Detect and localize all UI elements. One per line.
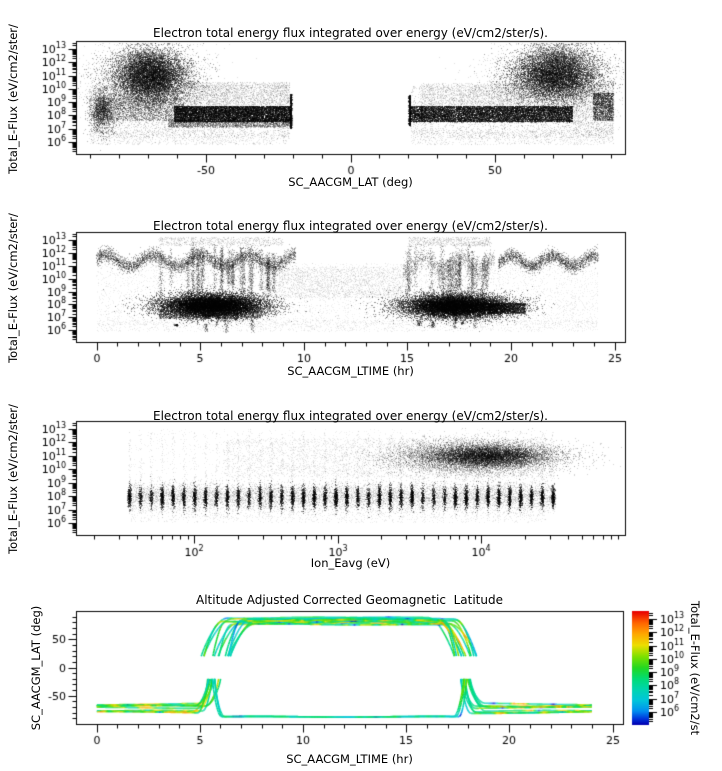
panel2-xlabel: SC_AACGM_LTIME (hr) bbox=[287, 364, 414, 378]
colorbar-label: Total_E-Flux (eV/cm2/st bbox=[688, 600, 702, 736]
panel4-title: Altitude Adjusted Corrected Geomagnetic Latitude bbox=[196, 593, 503, 607]
panel4-xlabel: SC_AACGM_LTIME (hr) bbox=[286, 752, 413, 766]
panel1-title: Electron total energy flux integrated over energy (eV/cm2/ster/s). bbox=[153, 26, 548, 40]
panel2-ylabel: Total_E-Flux (eV/cm2/ster/ bbox=[6, 213, 20, 363]
panel4-ylabel: SC_AACGM_LAT (deg) bbox=[29, 605, 43, 731]
panel3-title: Electron total energy flux integrated over energy (eV/cm2/ster/s). bbox=[153, 409, 548, 423]
panel3-ylabel: Total_E-Flux (eV/cm2/ster/ bbox=[6, 404, 20, 554]
panel1-xlabel: SC_AACGM_LAT (deg) bbox=[288, 175, 413, 189]
panel2-title: Electron total energy flux integrated over energy (eV/cm2/ster/s). bbox=[153, 219, 548, 233]
panel3-xlabel: Ion_Eavg (eV) bbox=[310, 556, 391, 570]
panel1-ylabel: Total_E-Flux (eV/cm2/ster/ bbox=[6, 24, 20, 174]
